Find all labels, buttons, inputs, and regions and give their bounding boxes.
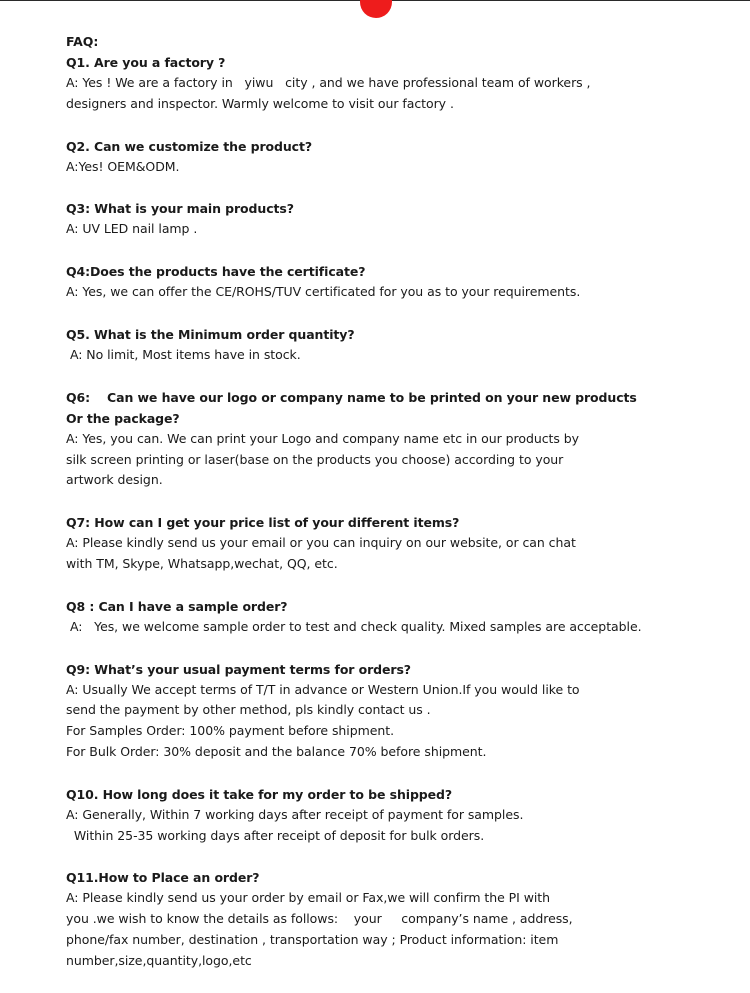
- faq-question: Q11.How to Place an order?: [66, 870, 260, 886]
- faq-question: Q1. Are you a factory ?: [66, 55, 226, 70]
- faq-answer: A: Yes, we can offer the CE/ROHS/TUV certificated for you as to your requirements.: [66, 284, 581, 300]
- faq-question: Q2. Can we customize the product?: [66, 138, 312, 154]
- faq-item-9: [66, 659, 736, 763]
- faq-item-2: [66, 136, 736, 178]
- faq-question: Q5. What is the Minimum order quantity?: [66, 326, 355, 342]
- faq-item-7: [66, 512, 736, 575]
- faq-item-4: [66, 261, 736, 303]
- faq-item-1: [66, 52, 736, 115]
- faq-answer: A: Yes ! We are a factory in yiwu city , and we have professional team of workers , designers and inspector. Warmly welcome to visit our factory .: [66, 75, 591, 111]
- faq-question: Q8 : Can I have a sample order?: [66, 598, 288, 614]
- faq-answer: A: Generally, Within 7 working days after receipt of payment for samples. Within 25-35 working days after receipt of deposit for bulk orders.: [66, 806, 524, 843]
- faq-answer: A: No limit, Most items have in stock.: [66, 346, 301, 362]
- faq-item-11: [66, 867, 736, 971]
- faq-answer: A: Please kindly send us your order by email or Fax,we will confirm the PI with you .we wish to know the details as follows: your company’s name , address, phone/fax number, destination , transportation way ; Product information: item number,size,quantity,logo,etc: [66, 890, 573, 968]
- faq-section: [66, 32, 736, 993]
- faq-question: Q10. How long does it take for my order to be shipped?: [66, 786, 453, 802]
- faq-item-10: [66, 784, 736, 847]
- faq-question: Q4:Does the products have the certificate?: [66, 264, 366, 280]
- faq-answer: A: Yes, you can. We can print your Logo and company name etc in our products by silk screen printing or laser(base on the products you choose) according to your artwork design.: [66, 430, 580, 488]
- faq-answer: A:Yes! OEM&ODM.: [66, 158, 180, 174]
- faq-heading: FAQ:: [66, 34, 99, 49]
- faq-answer: A: Yes, we welcome sample order to test and check quality. Mixed samples are acceptable.: [66, 618, 642, 634]
- faq-answer: A: Please kindly send us your email or you can inquiry on our website, or can chat with TM, Skype, Whatsapp,wechat, QQ, etc.: [66, 535, 576, 571]
- red-dot-icon: [360, 0, 392, 18]
- faq-question: Q3: What is your main products?: [66, 201, 294, 217]
- faq-answer: A: Usually We accept terms of T/T in advance or Western Union.If you would like to send the payment by other method, pls kindly contact us . For Samples Order: 100% payment before shipment. For Bulk Order: 30% deposit and the balance 70% before shipment.: [66, 681, 580, 759]
- faq-question: Q9: What’s your usual payment terms for orders?: [66, 661, 411, 677]
- faq-item-3: [66, 198, 736, 240]
- faq-answer: A: UV LED nail lamp .: [66, 221, 198, 237]
- faq-question: Q7: How can I get your price list of your different items?: [66, 515, 460, 531]
- faq-question: Q6: Can we have our logo or company name to be printed on your new products Or the package?: [66, 389, 637, 426]
- faq-item-8: [66, 596, 736, 638]
- faq-item-6: [66, 387, 736, 491]
- faq-item-5: [66, 324, 736, 366]
